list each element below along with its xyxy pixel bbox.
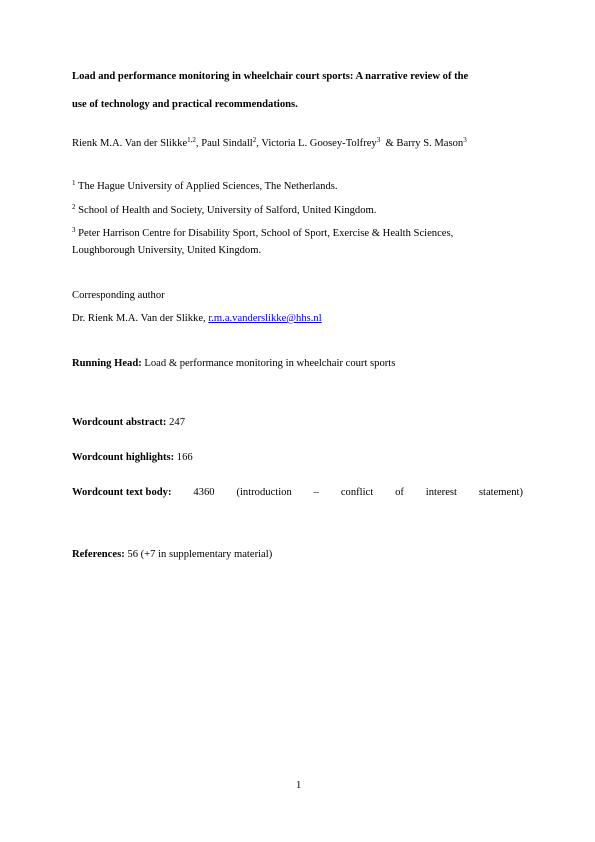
title-line-2: use of technology and practical recommendations. (72, 99, 298, 110)
wordcount-body-word: statement) (478, 487, 523, 498)
wordcount-text-body (72, 487, 523, 500)
title-line-1: Load and performance monitoring in wheelchair court sports: A narrative review of the (72, 71, 469, 82)
wordcount-abstract-label: Wordcount abstract: (72, 417, 167, 428)
references-value: 56 (+7 in supplementary material) (124, 549, 273, 560)
wordcount-abstract-value: 247 (166, 417, 186, 428)
author-1-affiliation: 1,2 (187, 136, 196, 144)
affiliation-1-text: The Hague University of Applied Sciences, The Netherlands. (77, 181, 338, 192)
affiliation-3-continued: Loughborough University, United Kingdom. (72, 245, 262, 256)
corresponding-author-email-link[interactable]: r.m.a.vanderslikke@hhs.nl (208, 313, 322, 324)
wordcount-body-word: interest (425, 487, 457, 498)
affiliation-3 (72, 228, 453, 241)
affiliation-3-text: Peter Harrison Centre for Disability Sport, School of Sport, Exercise & Health Sciences, (78, 228, 454, 239)
corresponding-author-line (72, 313, 322, 326)
running-head-label: Running Head: (72, 358, 142, 369)
page-number: 1 (296, 780, 302, 791)
wordcount-body-label: Wordcount text body: (72, 487, 172, 498)
wordcount-body-word: 4360 (193, 487, 215, 498)
affiliation-2-number: 2 (72, 203, 76, 211)
author-3-affiliation: 3 (376, 136, 381, 144)
wordcount-highlights-label: Wordcount highlights: (72, 452, 175, 463)
wordcount-body-word: – (313, 487, 319, 498)
author-3-name: Victoria L. Goosey-Tolfrey (261, 138, 377, 149)
affiliation-3-number: 3 (72, 226, 76, 234)
affiliation-1-number: 1 (72, 179, 76, 187)
affiliation-2-text: School of Health and Society, University of Salford, United Kingdom. (78, 205, 377, 216)
author-4-affiliation: 3 (463, 136, 467, 144)
author-4-name: Barry S. Mason (396, 138, 464, 149)
author-separator: & (380, 138, 397, 149)
wordcount-body-word: (introduction (236, 487, 292, 498)
affiliation-2 (72, 205, 376, 218)
wordcount-body-word: of (395, 487, 404, 498)
author-2-name: Paul Sindall (201, 138, 253, 149)
author-list (72, 138, 467, 151)
corresponding-author-label: Corresponding author (72, 290, 165, 301)
affiliation-1 (72, 181, 338, 194)
wordcount-highlights-value: 166 (174, 452, 193, 463)
author-2-affiliation: 2 (252, 136, 257, 144)
wordcount-highlights (72, 452, 193, 465)
author-separator: , (195, 138, 202, 149)
author-separator: , (256, 138, 262, 149)
corresponding-author-name: Dr. Rienk M.A. Van der Slikke, (72, 313, 209, 324)
references-label: References: (72, 549, 125, 560)
references-count (72, 549, 272, 562)
wordcount-body-word: conflict (340, 487, 374, 498)
wordcount-abstract (72, 417, 185, 430)
running-head-value: Load & performance monitoring in wheelchair court sports (141, 358, 396, 369)
running-head (72, 358, 395, 371)
author-1-name: Rienk M.A. Van der Slikke (72, 138, 188, 149)
